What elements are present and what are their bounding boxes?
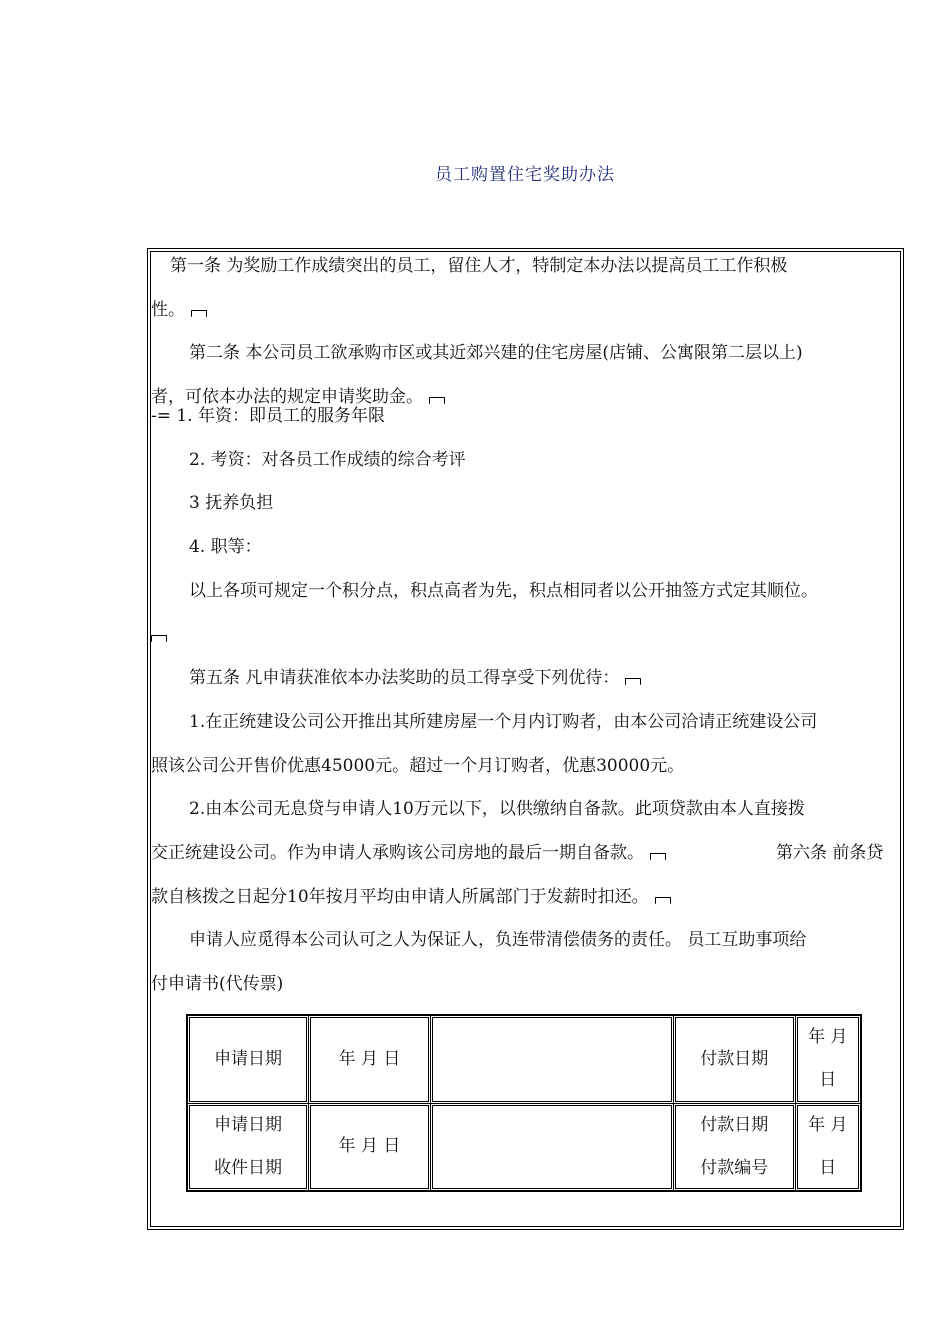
text: 第六条 前条贷	[776, 843, 884, 863]
text: 4. 职等：	[189, 537, 262, 557]
date-value: 年 月 日	[309, 1103, 431, 1191]
return-mark-icon	[429, 397, 445, 404]
day: 日	[819, 1157, 837, 1178]
text: 第五条 凡申请获准依本办法奖助的员工得享受下列优待：	[189, 668, 620, 688]
return-mark-icon	[655, 897, 671, 904]
article-5	[189, 667, 641, 689]
document-title: 员工购置住宅奖助办法	[435, 165, 615, 185]
year-month: 年 月	[808, 1027, 848, 1048]
article-1-line-1	[170, 255, 787, 277]
item-1	[151, 405, 385, 427]
article-6-start	[776, 842, 883, 864]
day: 日	[819, 1070, 837, 1091]
guarantor-line-2	[151, 973, 283, 995]
return-mark-icon	[650, 853, 666, 860]
blank-cell	[430, 1015, 673, 1103]
pay-date-value	[795, 1103, 861, 1191]
blank-cell	[430, 1103, 673, 1191]
text: -= 1. 年资：即员工的服务年限	[151, 406, 386, 426]
text: 1.在正统建设公司公开推出其所建房屋一个月内订购者，由本公司洽请正统建设公司	[189, 712, 818, 732]
apply-date-label: 申请日期	[187, 1015, 309, 1103]
article-6-line-2	[151, 886, 671, 908]
text: 款自核拨之日起分10年按月平均由申请人所属部门于发薪时扣还。	[151, 887, 649, 907]
benefit-2-line-1	[189, 798, 805, 820]
return-mark-icon	[151, 635, 167, 642]
receive-date-label: 收件日期	[214, 1157, 283, 1178]
article-2-line-1	[189, 342, 803, 364]
text: 性。	[151, 300, 185, 320]
apply-date-value: 年 月 日	[309, 1015, 431, 1103]
text: 付申请书(代传票)	[151, 974, 284, 994]
text: 第二条 本公司员工欲承购市区或其近郊兴建的住宅房屋(店铺、公寓限第二层以上)	[189, 343, 803, 363]
text: 3 抚养负担	[189, 493, 274, 513]
ranking-note	[189, 580, 818, 602]
text: 2. 考资：对各员工作成绩的综合考评	[189, 450, 466, 470]
table-row	[187, 1015, 861, 1103]
text: 交正统建设公司。作为申请人承购该公司房地的最后一期自备款。	[151, 843, 644, 863]
apply-receive-labels	[187, 1103, 309, 1191]
benefit-2-line-2	[151, 842, 666, 864]
text: 以上各项可规定一个积分点，积点高者为先，积点相同者以公开抽签方式定其顺位。	[189, 581, 818, 601]
benefit-1-line-1	[189, 711, 817, 733]
item-2	[189, 449, 466, 471]
return-mark-icon	[191, 310, 207, 317]
text: 第一条 为奖励工作成绩突出的员工，留住人才，特制定本办法以提高员工工作积极	[170, 256, 788, 276]
text: 申请人应觅得本公司认可之人为保证人，负连带清偿债务的责任。 员工互助事项给	[189, 930, 807, 950]
ranking-note-mark	[145, 624, 167, 646]
text: 照该公司公开售价优惠45000元。超过一个月订购者，优惠30000元。	[151, 756, 685, 776]
item-4	[189, 536, 262, 558]
item-3	[189, 492, 273, 514]
benefit-1-line-2	[151, 755, 684, 777]
pay-date-label: 付款日期	[700, 1114, 769, 1135]
pay-labels	[673, 1103, 795, 1191]
pay-date-label: 付款日期	[673, 1015, 795, 1103]
pay-date-value	[795, 1015, 861, 1103]
year-month: 年 月	[808, 1114, 848, 1135]
payment-application-table	[186, 1014, 862, 1192]
return-mark-icon	[625, 678, 641, 685]
text: 2.由本公司无息贷与申请人10万元以下，以供缴纳自备款。此项贷款由本人直接拨	[189, 799, 805, 819]
table-row	[187, 1103, 861, 1191]
text: 者，可依本办法的规定申请奖助金。	[151, 387, 423, 407]
guarantor-line-1	[189, 929, 806, 951]
pay-number-label: 付款编号	[700, 1157, 769, 1178]
apply-date-label: 申请日期	[214, 1114, 283, 1135]
article-1-line-2	[151, 299, 207, 321]
